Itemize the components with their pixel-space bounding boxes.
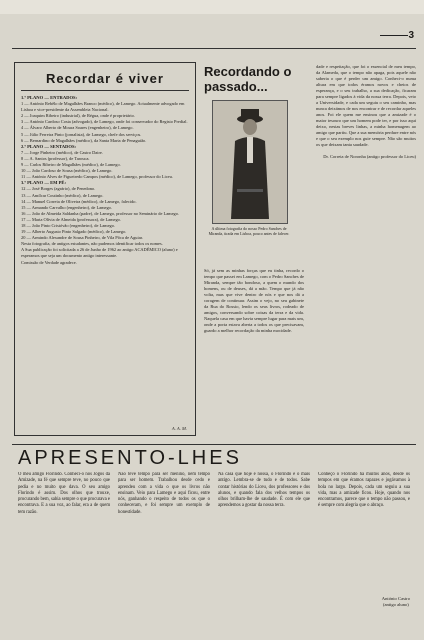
recordar-signature: A. A. M.	[171, 426, 187, 431]
portrait-photo	[212, 100, 288, 224]
recordar-title-rule	[21, 90, 189, 91]
recordar-entry: 4 — Álvaro Alberto de Moura Soares (engenheiro), de Lamego.	[21, 125, 134, 131]
apresento-title: APRESENTO-LHES	[18, 447, 242, 469]
recordar-entry: 19 — Alberto Augusto Pinto Salgado (médico), de Lamego.	[21, 229, 127, 235]
recordar-entry: 14 — Manuel Correia de Oliveira (médico), de Lamego, falecido.	[21, 198, 137, 204]
apresento-column-4: Conheço o Florindo há muitos anos, desde os tempos em que éramos rapazes e jogávamos à bola no largo. Depois, cada um seguiu a sua vida, mas a amizade ficou. Hoje, quando nos encontramos, parece que o tempo não passou, e é sempre com alegria que o abraço.	[318, 472, 410, 509]
recordar-entries	[15, 95, 195, 266]
recordar-entry: 9 — Carlos Ribeiro de Magalhães (médico), de Lamego.	[21, 162, 121, 168]
page-top-edge	[0, 0, 424, 14]
recordar-entry: 6 — Bernardino de Magalhães (médico), da Santa Marta de Penaguião.	[21, 137, 147, 143]
recordar-entry: A Sua publicação foi solicitada a 26 de Junho de 1962 ao antigo ACADÉMICO (aluno) e esperamos que seja um documento antigo interessante.	[21, 247, 178, 259]
recordar-entry: 2.º PLANO — SENTADOS:	[21, 143, 77, 149]
recordar-entry: 1 — António Rebêlo de Magalhães Branco (médico), de Lamego. Actualmente advogado em Lisboa e vice-presidente da Assembleia Nacional.	[21, 101, 185, 113]
recordar-entry: 3 — António Cardoso Costa (advogado), de Lamego, onde foi conservador do Registo Predial.	[21, 119, 188, 125]
recordar-entry: 16 — João de Almeida Saldanha (padre), de Lamego, professor no Seminário de Lamego.	[21, 210, 180, 216]
recordar-entry: 7 — Jorge Pinheiro (médico), de Castro Daire.	[21, 149, 103, 155]
apresento-column-3: Na casa que hoje é nossa, o Florindo é o mais antigo. Lembra-se de tudo e de todos. Sabe contar histórias do Liceu, dos professores e dos alunos, e quando fala dos velhos tempos os olhos brilham-lhe de saudade. É com ele que aprendemos a gostar da nossa terra.	[218, 472, 310, 509]
signoff-role: (antigo aluno)	[382, 602, 409, 607]
recordar-title: Recordar é viver	[46, 71, 164, 86]
section-rule	[12, 444, 416, 445]
recordar-entry: Comissão de Verdade agradece.	[21, 259, 77, 265]
header-rule	[12, 48, 416, 49]
recordar-entry: 2 — Joaquim Ribeiro (industrial), de Régua, onde é proprietário.	[21, 113, 135, 119]
apresento-column-2: Não teve tempo para ser menino, nem tempo para ser homem. Trabalhou desde cedo e aprendeu com a vida o que os livros não ensinam. Veio para Lamego e aqui ficou, entre nós, ganhando o respeito de todos os que o conheceram, e foi sempre um exemplo de honestidade.	[118, 472, 210, 515]
signoff-name: António Castro	[381, 596, 410, 601]
recordar-entry: 8 — A. Santos (professor), de Tarouca.	[21, 155, 90, 161]
recordar-entry: 20 — Armindo Alexandre de Sousa Pinheiro, de Vila Pôca de Aguiar.	[21, 235, 143, 241]
recordando-text-right	[316, 64, 416, 436]
recordando-title: Recordando o passado...	[204, 64, 292, 94]
recordando-text-middle: Só, já sem as minhas forças que eu tinha, recordo o tempo que passei em Lamego, com o Pedro Sanches de Miranda, sempre tão bondoso, a quem o mundo dos homens, ou de deuses, dá a mão. Tempo que já não volta, mas que vive dentro de nós e que nos dá a coragem de continuar. Assim o vejo, no seu gabinete da Rua do Rossio, lendo os seus livros, rodeado de amigos, conversando sobre coisas da terra e da vida. Naquela casa em que havia sempre lugar para mais um, onde a porta estava aberta a todos os que precisavam, guardo a melhor recordação da minha mocidade.	[204, 268, 304, 333]
photo-caption: A última fotografia do nosso Pedro Sanches de Miranda, tirada em Lisboa, pouco antes de falecer.	[208, 226, 290, 237]
recordar-entry: 10 — João Cardoso de Sousa (médico), de Lamego.	[21, 168, 113, 174]
apresento-signoff	[382, 596, 410, 608]
apresento-column-1: O meu amigo Florindo. Conheci-o nos Jogos da Amizade, na fé que sempre teve, no pouco que pedia e no muito que dava. O seu amigo Florindo é assim. Dos olhos que trouxe, procurando bem, sabia sempre o que procurava e encontrava. E a sua voz, ao falar, era a de quem tem razão.	[18, 472, 110, 515]
recordar-entry: 17 — Maria Olívia de Almeida (professora), de Lamego.	[21, 216, 121, 222]
recordar-entry: 12 — José Borges (agrário), de Penedono.	[21, 186, 96, 192]
recordar-entry: 1.º PLANO — ENTRADOS:	[21, 95, 78, 100]
recordar-box	[14, 62, 196, 436]
apresento-columns	[18, 472, 410, 632]
recordar-entry: 3.º PLANO — EM PÉ:	[21, 180, 67, 186]
recordar-entry: 18 — João Pinto Cristóvão (engenheiro), de Lamego.	[21, 222, 116, 228]
recordando-right-body: dade e respeitação, que foi o essencial de meu tempo, da Alameda, que o tempo não apaga, pois aquele não saberia o que é perder um amigo. Conheci-o numa altura em que todos éramos novos e cheios de esperança, e o seu trabalho, a sua dedicação, ficaram para sempre ligados à vida da nossa terra. Depois, veio a Universidade, e cada um seguiu o seu caminho, mas nunca deixámos de nos encontrar e de recordar aqueles anos. Foi ele quem me ensinou que a amizade é o maior tesouro que um homem pode ter, e por isso aqui deixo, nestas breves linhas, a minha homenagem ao amigo que partiu. Que a sua memória perdure entre nós e que o seu exemplo nos guie sempre. Não são muitos os que deixam tanta saudade.	[316, 64, 416, 147]
page-number-rule	[380, 35, 408, 36]
recordar-entry: 11 — António Alves de Figueiredo Campos (médico), de Lamego, professor do Liceu.	[21, 174, 173, 180]
recordar-entry: 13 — Amílcar Coutinho (médico), de Lamego.	[21, 192, 104, 198]
recordar-entry: 5 — Júlio Ferreira Pinto (jornalista), de Lamego, chefe dos serviços.	[21, 131, 142, 137]
portrait-illustration	[213, 101, 287, 223]
recordar-entry: 15 — Armando Carvalho (engenheiro), de Lamego.	[21, 204, 112, 210]
page-number: 3	[408, 30, 414, 41]
recordando-signature: Dr. Correia de Noronha (antigo professor do Liceu)	[323, 154, 416, 159]
recordar-entry: Nesta fotografia, de antigos estudantes, não pudemos identificar todos os nomes.	[21, 241, 163, 247]
